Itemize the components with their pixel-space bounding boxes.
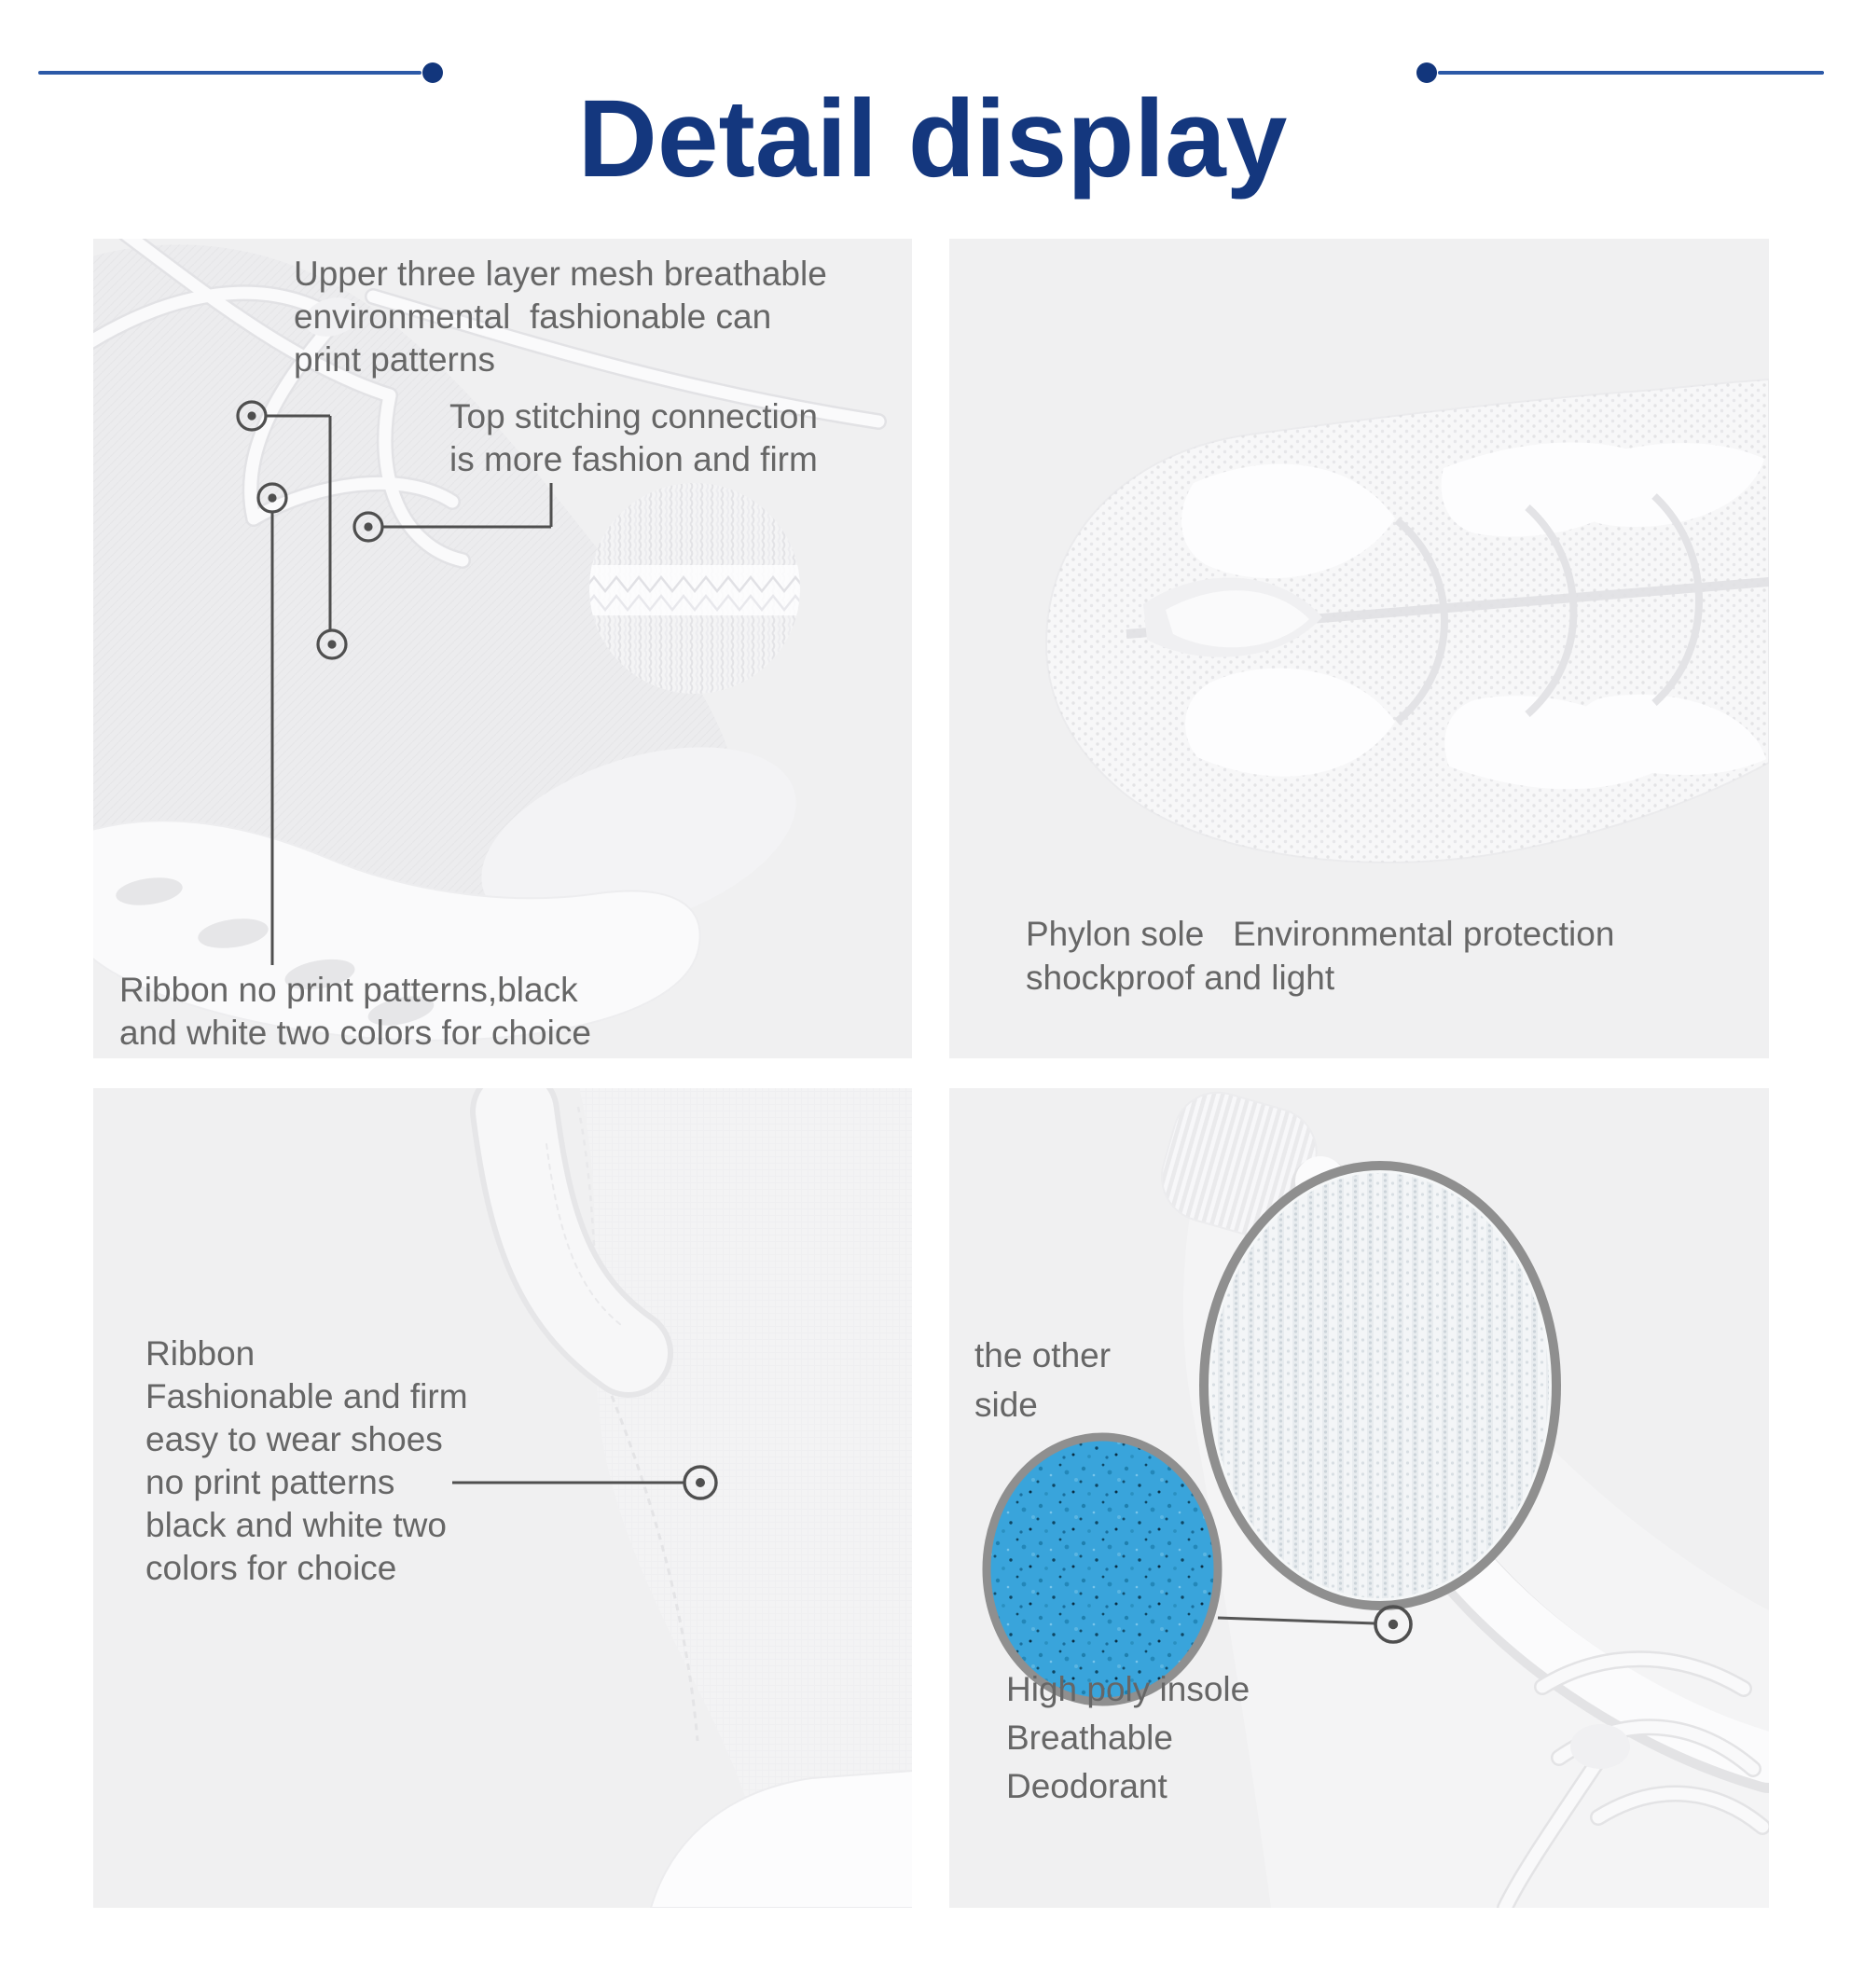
panel-phylon-sole	[949, 239, 1769, 1058]
caption-line: shockproof and light	[1026, 959, 1335, 997]
label-line: the other	[974, 1336, 1112, 1374]
heel-photo	[515, 1088, 912, 1908]
label-other-side	[974, 1331, 1111, 1429]
page-title: Detail display	[577, 77, 1288, 201]
label-line: High poly insole	[1006, 1670, 1250, 1708]
panel-insole	[949, 1088, 1769, 1908]
label-high-poly-insole	[1006, 1665, 1250, 1811]
panel-upper-mesh	[93, 239, 912, 1058]
insole-zoom-circle	[987, 1437, 1218, 1702]
annotation-line: is more fashion and firm	[449, 440, 818, 478]
annotation-line: Top stitching connection	[449, 397, 818, 435]
annotation-line: black and white two	[145, 1506, 447, 1544]
annotation-line: print patterns	[294, 340, 495, 379]
header-dot-right	[1416, 62, 1437, 83]
annotation-upper-mesh	[294, 253, 827, 381]
annotation-line: and white two colors for choice	[119, 1014, 591, 1052]
label-line: side	[974, 1386, 1038, 1424]
annotation-heel-ribbon	[145, 1332, 468, 1590]
header-rule-right	[1438, 71, 1824, 75]
caption-phylon-sole	[1026, 912, 1614, 1000]
caption-line: Phylon sole Environmental protection	[1026, 915, 1615, 953]
label-line: Deodorant	[1006, 1767, 1167, 1805]
annotation-line: Upper three layer mesh breathable	[294, 255, 827, 293]
label-line: Breathable	[1006, 1719, 1173, 1757]
mesh-zoom-circle	[1204, 1166, 1556, 1606]
sole-tread	[1046, 380, 1769, 863]
annotation-ribbon-colors	[119, 969, 591, 1055]
annotation-line: colors for choice	[145, 1549, 397, 1587]
lace-knot	[1570, 1724, 1630, 1769]
annotation-line: easy to wear shoes	[145, 1420, 443, 1458]
annotation-line: environmental fashionable can	[294, 297, 772, 336]
annotation-top-stitching	[449, 395, 818, 481]
annotation-line: no print patterns	[145, 1463, 395, 1501]
panel-heel-ribbon	[93, 1088, 912, 1908]
annotation-line: Ribbon no print patterns,black	[119, 971, 578, 1009]
heel-sole	[651, 1771, 912, 1908]
annotation-line: Fashionable and firm	[145, 1377, 468, 1415]
annotation-line: Ribbon	[145, 1334, 256, 1373]
